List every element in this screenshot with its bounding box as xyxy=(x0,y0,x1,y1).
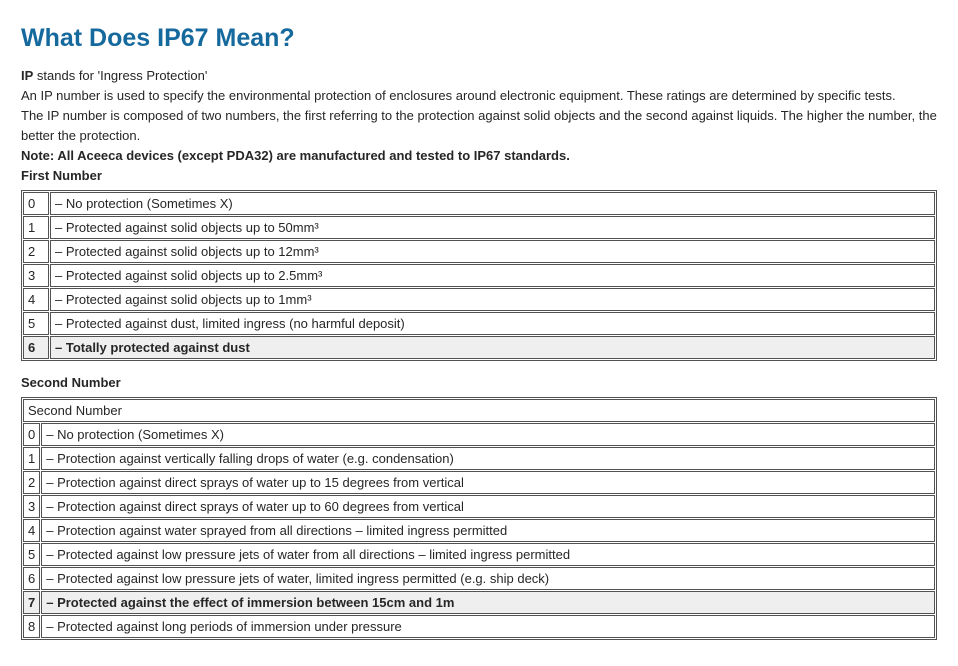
rating-description-cell: – Protected against solid objects up to 12mm³ xyxy=(50,240,935,263)
table-row xyxy=(23,471,935,494)
table-row xyxy=(23,192,935,215)
rating-number-cell: 4 xyxy=(23,519,40,542)
table-row-highlighted xyxy=(23,591,935,614)
rating-number-cell: 2 xyxy=(23,471,40,494)
rating-description-cell: – No protection (Sometimes X) xyxy=(50,192,935,215)
note-line: Note: All Aceeca devices (except PDA32) are manufactured and tested to IP67 standards. xyxy=(21,148,570,163)
table-row xyxy=(23,216,935,239)
table-row xyxy=(23,423,935,446)
rating-number-cell: 1 xyxy=(23,216,49,239)
intro-paragraph-2: The IP number is composed of two numbers, the first referring to the protection against solid objects and the second against liquids. The higher the number, the better the protection. xyxy=(21,108,937,143)
table-row xyxy=(23,615,935,638)
table-row xyxy=(23,519,935,542)
table-row-highlighted xyxy=(23,336,935,359)
rating-description-cell: – Protected against long periods of immersion under pressure xyxy=(41,615,935,638)
rating-number-cell: 4 xyxy=(23,288,49,311)
rating-description-cell: – Protected against solid objects up to 1mm³ xyxy=(50,288,935,311)
intro-line-ingress-protection xyxy=(21,66,937,86)
table-second-number xyxy=(21,397,937,640)
rating-number-cell: 8 xyxy=(23,615,40,638)
rating-number-cell: 3 xyxy=(23,264,49,287)
rating-description-cell: – Protection against direct sprays of water up to 15 degrees from vertical xyxy=(41,471,935,494)
rating-description-cell: – Protected against solid objects up to 2.5mm³ xyxy=(50,264,935,287)
table-header-row xyxy=(23,399,935,422)
intro-paragraph-1: An IP number is used to specify the environmental protection of enclosures around electronic equipment. These ratings are determined by specific tests. xyxy=(21,88,896,103)
second-number-label: Second Number xyxy=(21,375,121,390)
table-row xyxy=(23,495,935,518)
intro-section xyxy=(21,66,937,166)
ip-definition-text: stands for 'Ingress Protection' xyxy=(33,68,208,83)
table-row xyxy=(23,543,935,566)
table-row xyxy=(23,567,935,590)
table-row xyxy=(23,264,935,287)
table-row xyxy=(23,312,935,335)
first-number-label: First Number xyxy=(21,168,102,183)
table-row xyxy=(23,240,935,263)
rating-number-cell: 3 xyxy=(23,495,40,518)
rating-description-cell: – Protected against low pressure jets of water from all directions – limited ingress permitted xyxy=(41,543,935,566)
rating-description-cell: – Totally protected against dust xyxy=(50,336,935,359)
rating-number-cell: 1 xyxy=(23,447,40,470)
table-row xyxy=(23,447,935,470)
rating-description-cell: – Protected against solid objects up to 50mm³ xyxy=(50,216,935,239)
table-header-cell: Second Number xyxy=(23,399,935,422)
table-first-number xyxy=(21,190,937,361)
rating-description-cell: – No protection (Sometimes X) xyxy=(41,423,935,446)
ip-abbreviation: IP xyxy=(21,68,34,83)
rating-description-cell: – Protected against the effect of immersion between 15cm and 1m xyxy=(41,591,935,614)
rating-number-cell: 0 xyxy=(23,423,40,446)
rating-number-cell: 5 xyxy=(23,543,40,566)
rating-description-cell: – Protected against dust, limited ingress (no harmful deposit) xyxy=(50,312,935,335)
rating-number-cell: 5 xyxy=(23,312,49,335)
rating-number-cell: 0 xyxy=(23,192,49,215)
table-row xyxy=(23,288,935,311)
page-title: What Does IP67 Mean? xyxy=(21,24,295,52)
rating-description-cell: – Protection against vertically falling drops of water (e.g. condensation) xyxy=(41,447,935,470)
rating-description-cell: – Protected against low pressure jets of water, limited ingress permitted (e.g. ship deck) xyxy=(41,567,935,590)
rating-number-cell: 7 xyxy=(23,591,40,614)
rating-description-cell: – Protection against water sprayed from all directions – limited ingress permitted xyxy=(41,519,935,542)
rating-number-cell: 2 xyxy=(23,240,49,263)
rating-number-cell: 6 xyxy=(23,567,40,590)
rating-description-cell: – Protection against direct sprays of water up to 60 degrees from vertical xyxy=(41,495,935,518)
rating-number-cell: 6 xyxy=(23,336,49,359)
